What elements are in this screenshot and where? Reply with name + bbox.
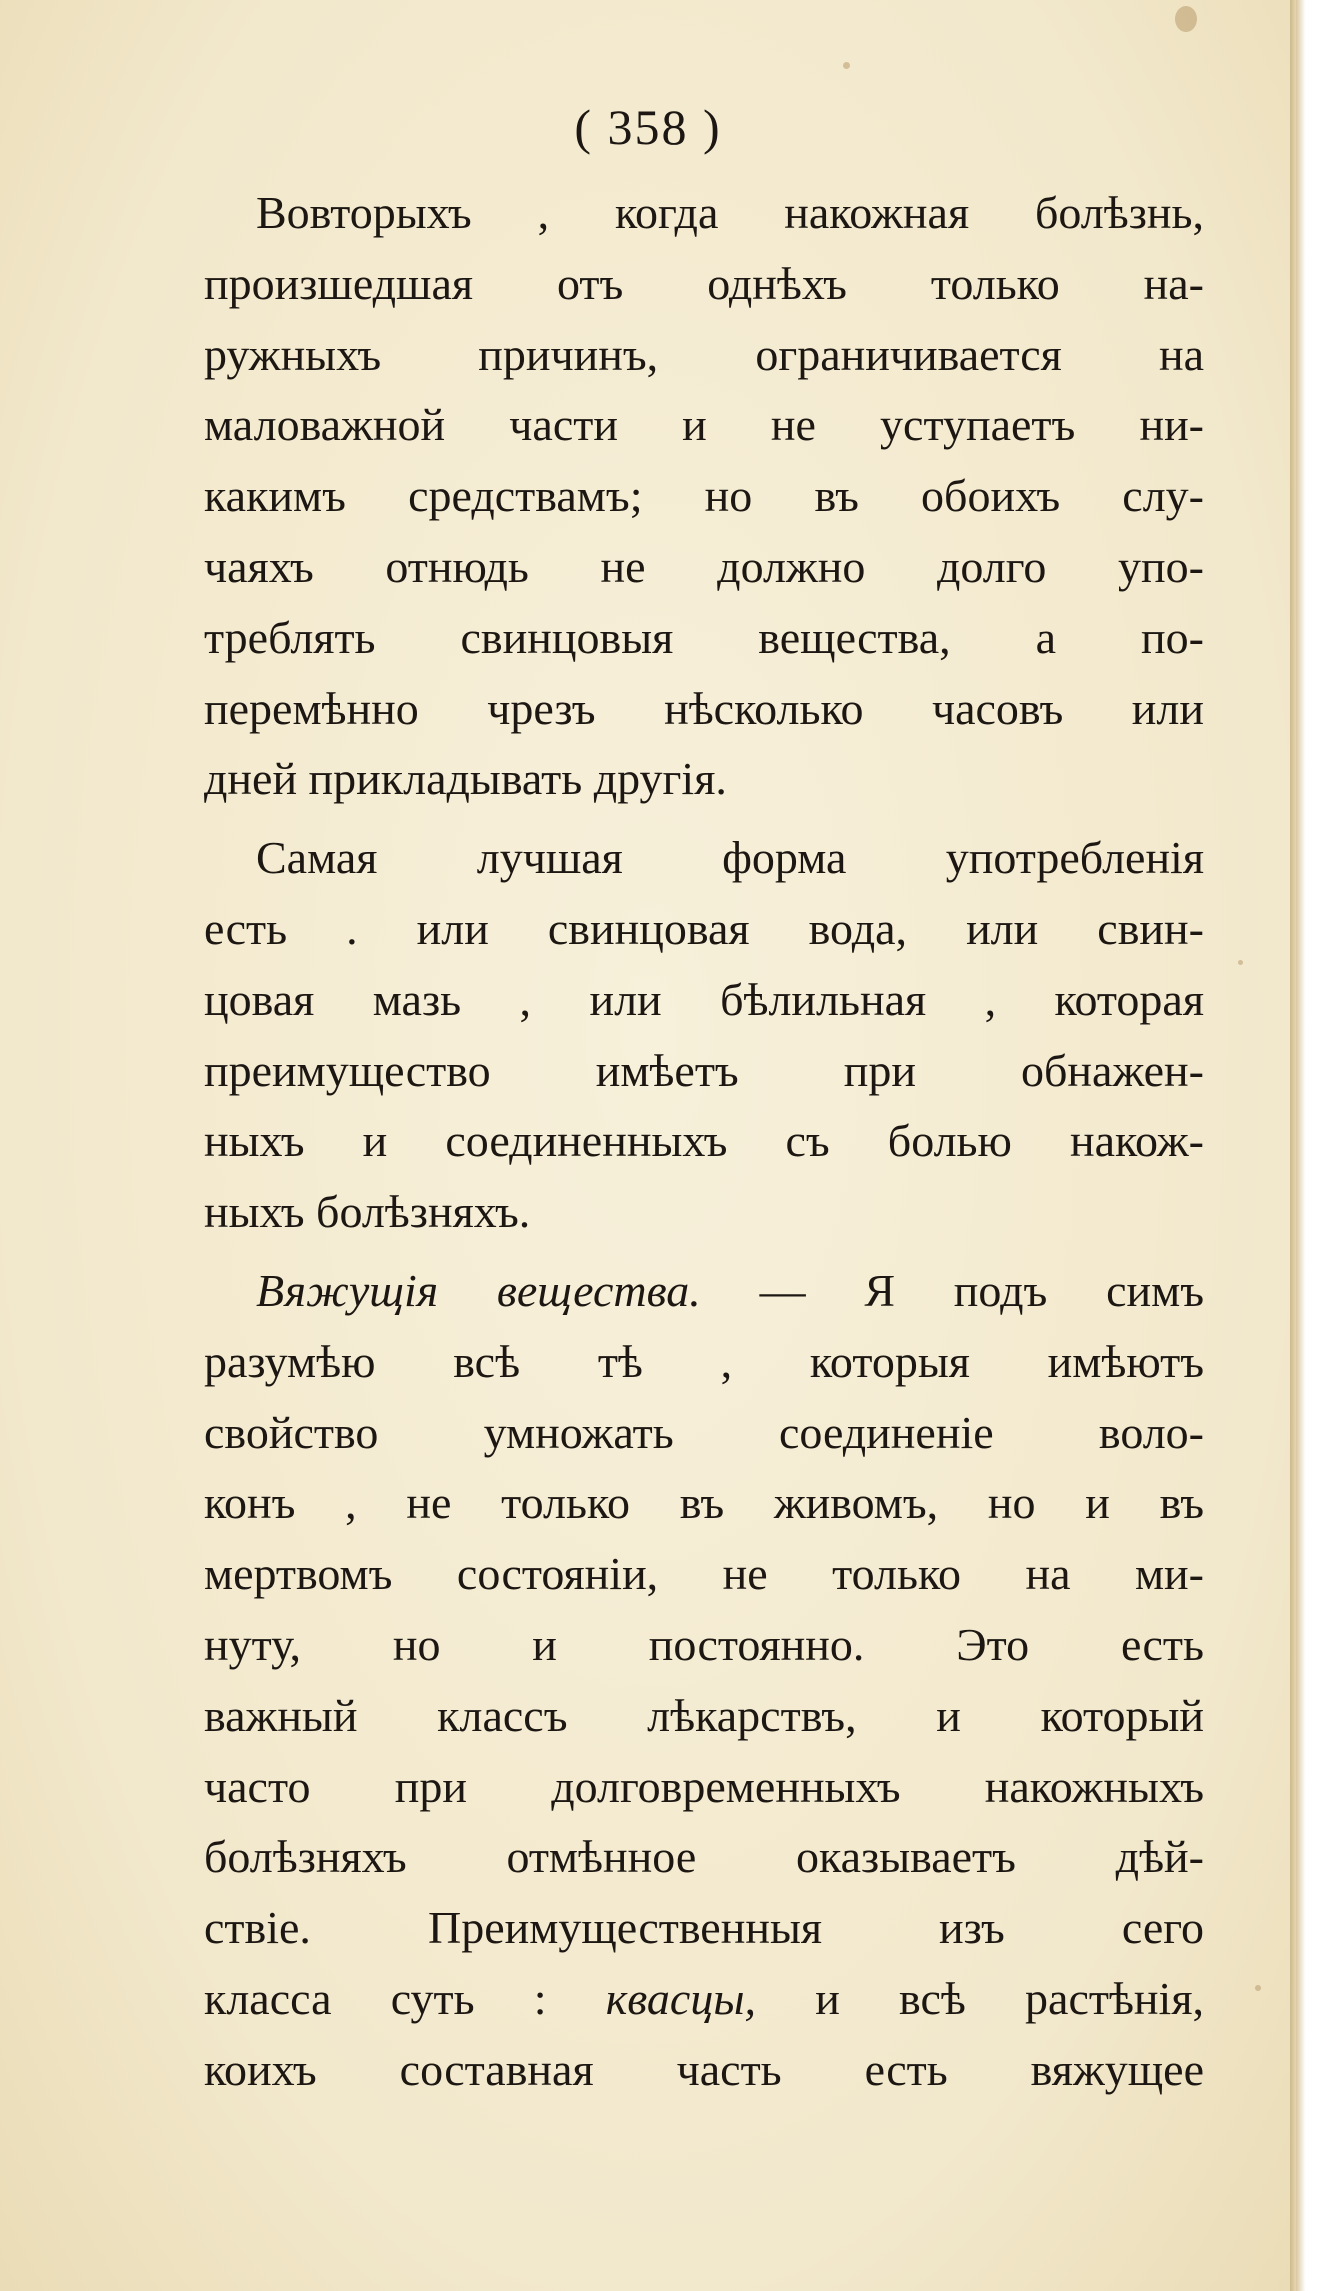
text-line <box>204 461 1204 532</box>
text-line <box>204 178 1204 249</box>
text-line <box>204 1327 1204 1398</box>
line-text: дней прикладывать другія. <box>204 753 727 805</box>
line-text: коихъ составная часть есть вяжущее <box>204 2043 1204 2095</box>
text-line <box>204 965 1204 1036</box>
text-line <box>204 1468 1204 1539</box>
text-line <box>204 1893 1204 1964</box>
text-line <box>204 603 1204 674</box>
text-line <box>204 1177 1204 1248</box>
italic-term: Вяжущія вещества. <box>256 1264 701 1316</box>
text-line <box>204 744 1204 815</box>
text-line <box>204 1610 1204 1681</box>
text-line <box>204 532 1204 603</box>
text-line <box>204 1398 1204 1469</box>
line-text: маловажной части и не уступаетъ ни- <box>204 399 1204 451</box>
text-line <box>204 320 1204 391</box>
line-text: свойство умножать соединеніе воло- <box>204 1406 1204 1458</box>
line-text: нуту, но и постоянно. Это есть <box>204 1618 1204 1670</box>
text-line <box>204 894 1204 965</box>
page-number: ( 358 ) <box>574 99 722 155</box>
line-text: треблять свинцовыя вещества, а по- <box>204 611 1204 663</box>
line-text: часто при долговременныхъ накожныхъ <box>204 1760 1204 1812</box>
line-text: Самая лучшая форма употребленія <box>256 832 1204 884</box>
text-line <box>204 1106 1204 1177</box>
paper-speck <box>843 62 850 69</box>
paper-speck <box>1255 1985 1261 1991</box>
line-text: класса суть : <box>204 1972 606 2024</box>
line-text: ныхъ болѣзняхъ. <box>204 1186 531 1238</box>
italic-term: квасцы, <box>605 1972 757 2024</box>
paper-speck <box>1238 960 1243 965</box>
text-line <box>204 823 1204 894</box>
paper-speck <box>1175 6 1197 32</box>
line-text: ныхъ и соединенныхъ съ болью накож- <box>204 1115 1204 1167</box>
text-line <box>204 1822 1204 1893</box>
line-text: — Я подъ симъ <box>700 1264 1204 1316</box>
line-text: и всѣ растѣнія, <box>756 1972 1204 2024</box>
line-text: есть . или свинцовая вода, или свин- <box>204 902 1204 954</box>
line-text: Вовторыхъ , когда накожная болѣзнь, <box>256 187 1204 238</box>
text-line <box>204 2035 1204 2106</box>
line-text: болѣзняхъ отмѣнное оказываетъ дѣй- <box>204 1831 1204 1883</box>
line-text: конъ , не только въ живомъ, но и въ <box>204 1477 1204 1529</box>
line-text: разумѣю всѣ тѣ , которыя имѣютъ <box>204 1335 1204 1387</box>
text-line <box>204 1539 1204 1610</box>
text-line <box>204 674 1204 745</box>
line-text: ствіе. Преимущественныя изъ сего <box>204 1902 1204 1954</box>
line-text: ружныхъ причинъ, ограничивается на <box>204 328 1204 380</box>
text-line <box>204 390 1204 461</box>
text-line <box>204 249 1204 320</box>
line-text: преимущество имѣетъ при обнажен- <box>204 1044 1204 1096</box>
body-text <box>204 178 1204 2106</box>
line-text: перемѣнно чрезъ нѣсколько часовъ или <box>204 682 1204 734</box>
line-text: мертвомъ состояніи, не только на ми- <box>204 1548 1204 1600</box>
line-text: цовая мазь , или бѣлильная , которая <box>204 973 1204 1025</box>
line-text: какимъ средствамъ; но въ обоихъ слу- <box>204 470 1204 522</box>
text-line <box>204 1964 1204 2035</box>
text-line <box>204 1256 1204 1327</box>
line-text: важный классъ лѣкарствъ, и который <box>204 1689 1204 1741</box>
page-edge <box>1296 0 1323 2291</box>
text-line <box>204 1036 1204 1107</box>
line-text: произшедшая отъ однѣхъ только на- <box>204 257 1204 309</box>
line-text: чаяхъ отнюдь не должно долго упо- <box>204 540 1204 592</box>
text-line <box>204 1681 1204 1752</box>
text-line <box>204 1752 1204 1823</box>
